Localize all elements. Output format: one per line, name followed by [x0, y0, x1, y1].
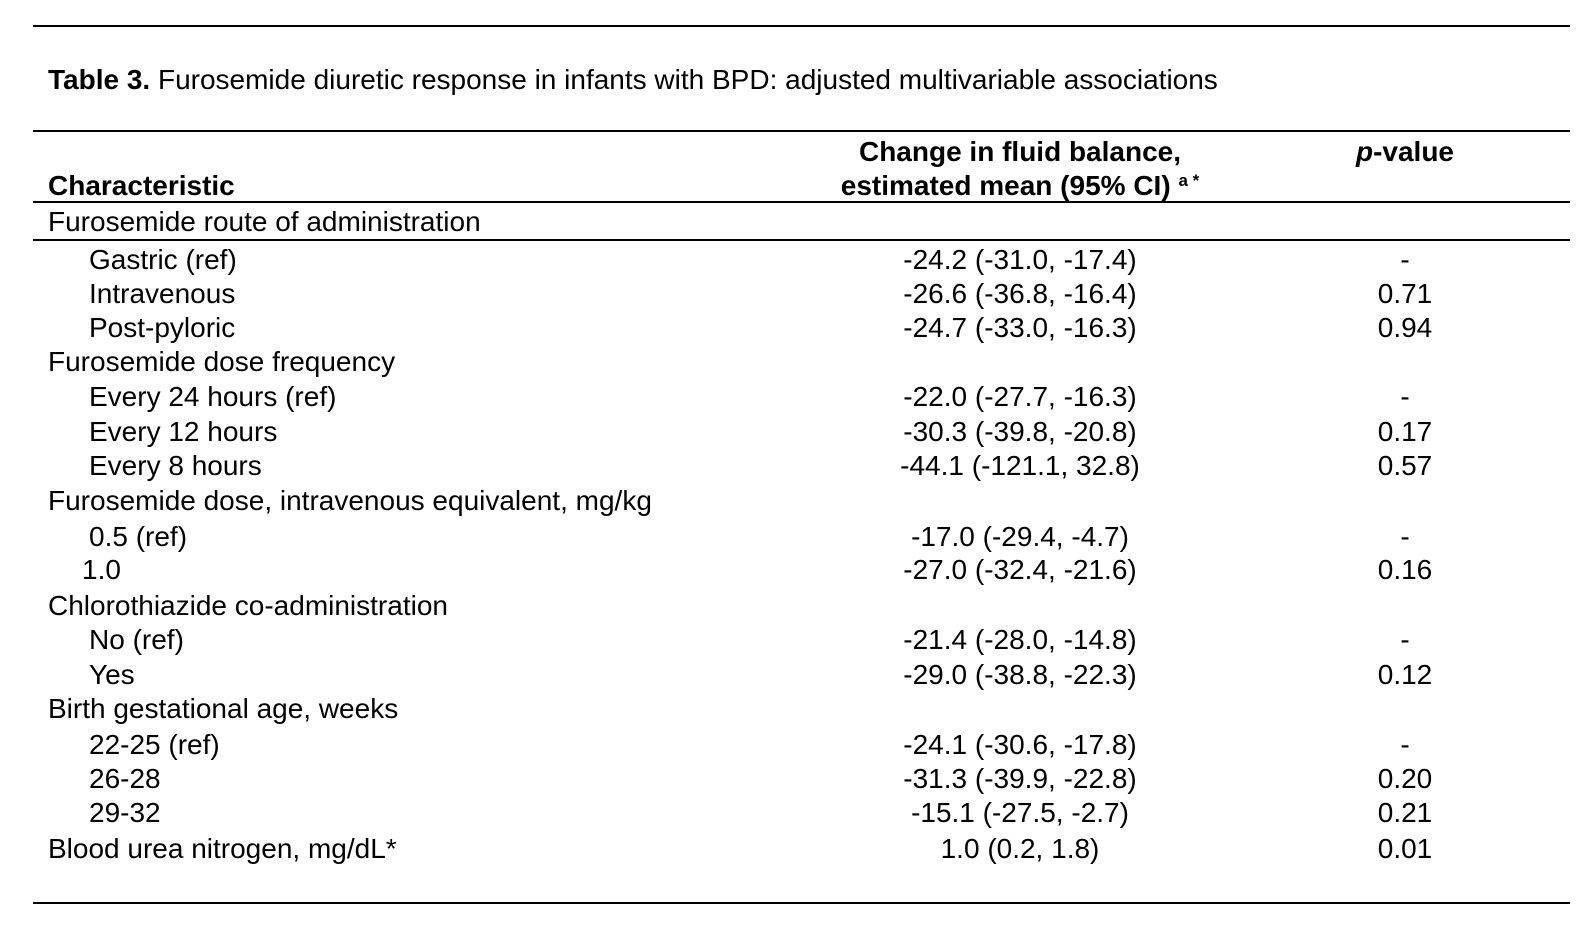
row-p-value: 0.21	[1377, 797, 1433, 828]
table-caption	[48, 63, 1218, 97]
header-top-rule	[33, 130, 1570, 132]
row-p-value: 0.17	[1377, 416, 1433, 447]
first-group-rule	[33, 239, 1570, 241]
row-estimate: -24.7 (-33.0, -16.3)	[903, 312, 1137, 343]
row-p-value: 0.12	[1377, 659, 1433, 690]
header-p-value	[1305, 135, 1505, 169]
header-change-line2-text: estimated mean (95% CI)	[840, 170, 1179, 201]
row-label: Intravenous	[89, 278, 236, 309]
row-label: 26-28	[89, 763, 161, 794]
row-p-value: 0.20	[1377, 763, 1433, 794]
table-row	[0, 520, 1586, 554]
table-row	[0, 449, 1586, 483]
row-estimate: 1.0 (0.2, 1.8)	[940, 833, 1100, 864]
row-label: Every 8 hours	[89, 450, 262, 481]
row-label: Chlorothiazide co-administration	[48, 590, 448, 621]
row-label: Furosemide dose, intravenous equivalent, mg/kg	[48, 485, 652, 516]
row-p-value: -	[1400, 381, 1410, 412]
header-change-in-fluid-balance	[760, 135, 1280, 207]
table-row	[0, 484, 1586, 518]
top-rule	[33, 25, 1570, 27]
row-label: Furosemide route of administration	[48, 206, 481, 237]
header-footnote-marks: a *	[1178, 171, 1200, 190]
header-p-rest: -value	[1373, 136, 1455, 167]
row-p-value: -	[1400, 244, 1410, 275]
table-row	[0, 728, 1586, 762]
table-row	[0, 832, 1586, 866]
header-change-line1: Change in fluid balance,	[858, 136, 1182, 167]
table-row	[0, 658, 1586, 692]
bottom-rule	[33, 902, 1570, 904]
row-label: Every 12 hours	[89, 416, 278, 447]
row-p-value: -	[1400, 624, 1410, 655]
row-p-value: 0.94	[1377, 312, 1433, 343]
header-bottom-rule	[33, 201, 1570, 203]
table-row	[0, 415, 1586, 449]
row-estimate: -44.1 (-121.1, 32.8)	[900, 450, 1140, 481]
row-estimate: -26.6 (-36.8, -16.4)	[903, 278, 1137, 309]
table-label: Table 3.	[48, 64, 151, 95]
row-p-value: 0.01	[1377, 833, 1433, 864]
row-label: 29-32	[89, 797, 161, 828]
row-p-value: 0.57	[1377, 450, 1433, 481]
header-characteristic: Characteristic	[48, 170, 235, 201]
table-row	[0, 345, 1586, 379]
row-estimate: -27.0 (-32.4, -21.6)	[903, 554, 1137, 585]
table-row	[0, 205, 1586, 239]
row-label: Post-pyloric	[89, 312, 236, 343]
row-label: No (ref)	[89, 624, 184, 655]
table-row	[0, 623, 1586, 657]
row-estimate: -29.0 (-38.8, -22.3)	[903, 659, 1137, 690]
table-row	[0, 380, 1586, 414]
header-p-italic: p	[1355, 136, 1374, 167]
row-p-value: 0.71	[1377, 278, 1433, 309]
table-row	[0, 553, 1586, 587]
row-estimate: -24.1 (-30.6, -17.8)	[903, 729, 1137, 760]
row-label: Yes	[89, 659, 135, 690]
row-estimate: -15.1 (-27.5, -2.7)	[911, 797, 1129, 828]
table-row	[0, 589, 1586, 623]
row-label: 0.5 (ref)	[89, 521, 188, 552]
table-row	[0, 796, 1586, 830]
table-row	[0, 692, 1586, 726]
row-p-value: -	[1400, 521, 1410, 552]
table-row	[0, 311, 1586, 345]
row-p-value: 0.16	[1377, 554, 1433, 585]
row-estimate: -17.0 (-29.4, -4.7)	[911, 521, 1129, 552]
table-title: Furosemide diuretic response in infants with BPD: adjusted multivariable associations	[150, 64, 1218, 95]
row-label: 1.0	[82, 554, 121, 585]
table-row	[0, 243, 1586, 277]
row-p-value: -	[1400, 729, 1410, 760]
row-estimate: -24.2 (-31.0, -17.4)	[903, 244, 1137, 275]
row-label: Every 24 hours (ref)	[89, 381, 337, 412]
row-estimate: -31.3 (-39.9, -22.8)	[903, 763, 1137, 794]
table-row	[0, 277, 1586, 311]
row-label: Blood urea nitrogen, mg/dL*	[48, 833, 397, 864]
table-row	[0, 762, 1586, 796]
row-label: Furosemide dose frequency	[48, 346, 396, 377]
row-estimate: -21.4 (-28.0, -14.8)	[903, 624, 1137, 655]
row-label: Gastric (ref)	[89, 244, 237, 275]
row-estimate: -22.0 (-27.7, -16.3)	[903, 381, 1137, 412]
row-label: Birth gestational age, weeks	[48, 693, 399, 724]
row-estimate: -30.3 (-39.8, -20.8)	[903, 416, 1137, 447]
row-label: 22-25 (ref)	[89, 729, 220, 760]
